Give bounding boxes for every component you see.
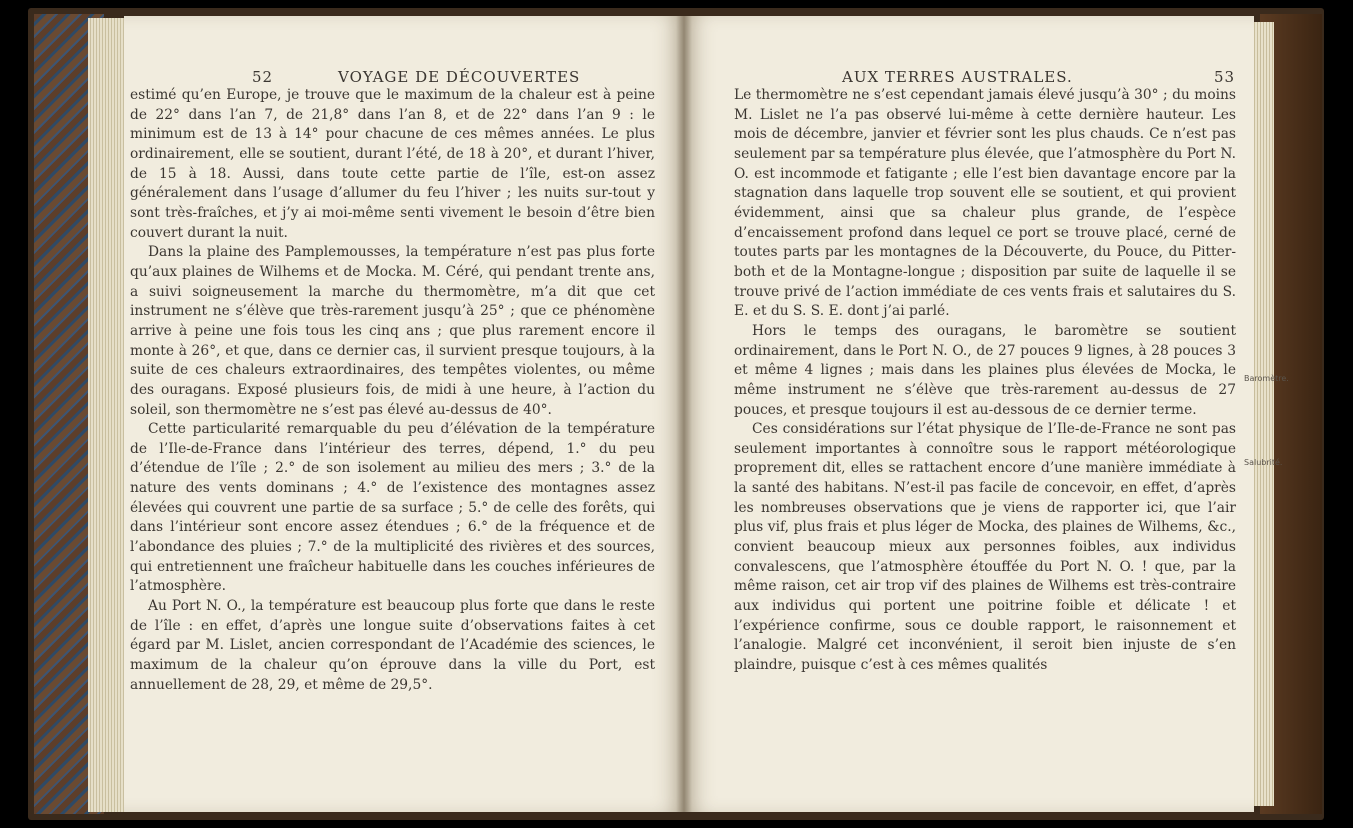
margin-note-salubrite: Salubrité.: [1244, 458, 1283, 467]
left-page-body: [130, 86, 655, 695]
right-page-number: 53: [1214, 68, 1236, 86]
paragraph: Dans la plaine des Pamplemousses, la température n’est pas plus forte qu’aux plaines de Wilhems et de Mocka. M. Céré, qui pendant trente ans, a suivi soigneusement la marche du thermomètre, m’a dit que cet instrument ne s’élève que très-rarement jusqu’à 25° ; que ce phénomène arrive à peine une fois tous les cinq ans ; que plus rarement encore il monte à 26°, et que, dans ce dernier cas, il survient presque toujours, à la suite de ces chaleurs extraordinaires, des tempêtes violentes, ou même des ouragans. Exposé plusieurs fois, de midi à une heure, à l’action du soleil, son thermomètre ne s’est pas élevé au-dessus de 40°.: [130, 244, 655, 418]
left-page-number: 52: [252, 68, 274, 86]
right-running-title: AUX TERRES AUSTRALES.: [842, 68, 1073, 86]
paragraph: Cette particularité remarquable du peu d’élévation de la température de l’Ile-de-France dans l’intérieur des terres, dépend, 1.° du peu d’étendue de l’île ; 2.° de son isolement au milieu des mers ; 3.° de la nature des vents dominans ; 4.° de l’existence des montagnes assez élevées qui couvrent une partie de sa surface ; 5.° de celle des forêts, qui dans l’intérieur sont encore assez étendues ; 6.° de la fréquence et de l’abondance des pluies ; 7.° de la multiplicité des rivières et des sources, qui entretiennent une fraîcheur habituelle dans les couches inférieures de l’atmosphère.: [130, 421, 655, 595]
paragraph: Hors le temps des ouragans, le baromètre se soutient ordinairement, dans le Port N. O., de 27 pouces 9 lignes, à 28 pouces 3 et même 4 lignes ; mais dans les plaines plus élevées de Mocka, le même instrument ne s’élève que très-rarement au-dessus de 27 pouces, et presque toujours il est au-dessous de ce dernier terme.: [734, 322, 1236, 418]
paragraph: Au Port N. O., la température est beaucoup plus forte que dans le reste de l’île : en effet, d’après une longue suite d’observations faites à cet égard par M. Lislet, ancien correspondant de l’Académie des sciences, le maximum de la chaleur qu’on éprouve dans la ville du Port, est annuellement de 28, 29, et même de 29,5°.: [130, 598, 655, 693]
book-gutter: [676, 16, 692, 812]
paragraph: Le thermomètre ne s’est cependant jamais élevé jusqu’à 30° ; du moins M. Lislet ne l’a pas observé lui-même à cette dernière hauteur. Les mois de décembre, janvier et février sont les plus chauds. Ce n’est pas seulement par sa température plus élevée, que l’atmosphère du Port N. O. est incommode et fatigante ; elle l’est bien davantage encore par la stagnation dans laquelle trop souvent elle se soutient, et qui provient évidemment, ainsi que sa chaleur plus grande, de l’espèce d’encaissement profond dans lequel ce port se trouve placé, cerné de toutes parts par les montagnes de la Découverte, du Pouce, du Pitter-both et de la Montagne-longue ; disposition par suite de laquelle il se trouve privé de l’action immédiate de ces vents frais et salutaires du S. E. et du S. S. E. dont j’ai parlé.: [734, 87, 1236, 320]
left-running-title: VOYAGE DE DÉCOUVERTES: [338, 68, 581, 86]
paragraph: estimé qu’en Europe, je trouve que le maximum de la chaleur est à peine de 22° dans l’an 7, de 21,8° dans l’an 8, et de 22° dans l’an 9 : le minimum est de 13 à 14° pour chacune de ces mêmes années. Le plus ordinairement, elle se soutient, durant l’été, de 18 à 20°, et durant l’hiver, de 15 à 18. Aussi, dans toute cette partie de l’île, est-on assez généralement dans l’usage d’allumer du feu l’hiver ; les nuits sur-tout y sont très-fraîches, et j’y ai moi-même senti vivement le besoin d’être bien couvert durant la nuit.: [130, 87, 655, 241]
right-page-body: [734, 86, 1236, 676]
right-page-edges: [1252, 22, 1274, 806]
margin-note-barometre: Baromètre.: [1244, 374, 1289, 383]
paragraph: Ces considérations sur l’état physique de l’Ile-de-France ne sont pas seulement importantes à connoître sous le rapport météorologique proprement dit, elles se rattachent encore d’une manière immédiate à la santé des habitans. N’est-il pas facile de concevoir, en effet, d’après les nombreuses observations que je viens de rapporter ici, que l’air plus vif, plus frais et plus léger de Mocka, des plaines de Wilhems, &c., convient beaucoup mieux aux personnes foibles, aux individus convalescens, que l’atmosphère étouffée du Port N. O. ! que, par la même raison, cet air trop vif des plaines de Wilhems est très-contraire aux individus qui portent une poitrine foible et délicate ! et l’expérience confirme, sous ce double rapport, le raisonnement et l’analogie. Malgré cet inconvénient, il seroit bien injuste de s’en plaindre, puisque c’est à ces mêmes qualités: [734, 421, 1236, 674]
left-page-edges: [88, 18, 128, 812]
